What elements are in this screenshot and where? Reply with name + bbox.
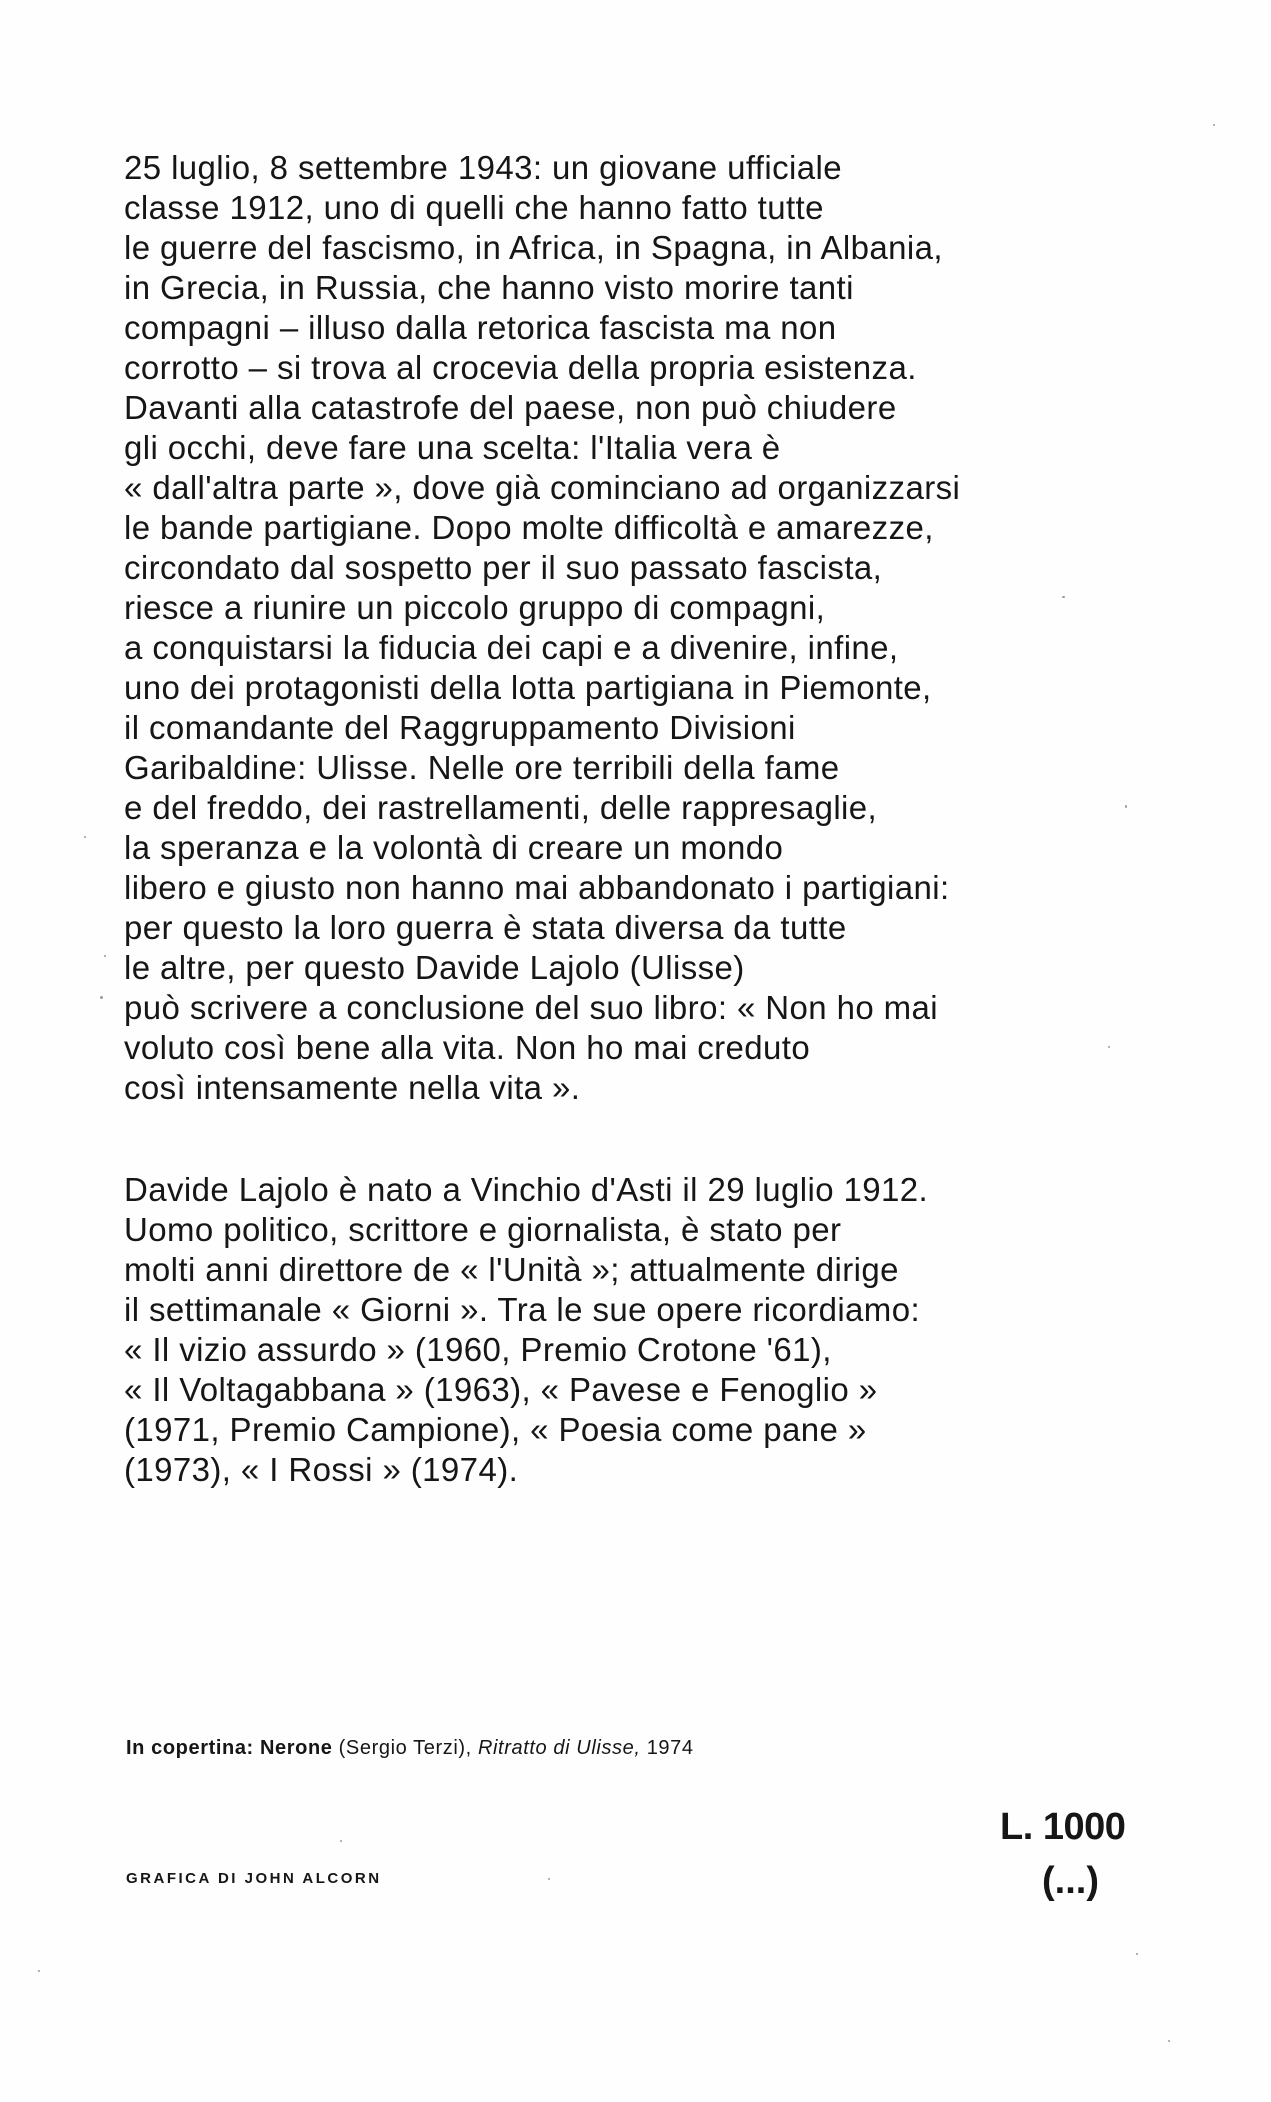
print-speck — [1108, 1046, 1110, 1048]
print-speck — [100, 996, 103, 999]
summary-line: il comandante del Raggruppamento Divisioni — [124, 709, 796, 746]
summary-line: compagni – illuso dalla retorica fascista ma non — [124, 309, 837, 346]
summary-line: libero e giusto non hanno mai abbandonato i partigiani: — [124, 869, 950, 906]
bio-line: « Il vizio assurdo » (1960, Premio Crotone '61), — [124, 1331, 832, 1368]
summary-line: corrotto – si trova al crocevia della propria esistenza. — [124, 349, 917, 386]
bio-line: Uomo politico, scrittore e giornalista, è stato per — [124, 1211, 842, 1248]
summary-paragraph — [124, 148, 1204, 1108]
print-speck — [1136, 1953, 1138, 1955]
author-bio-paragraph — [124, 1170, 1204, 1490]
summary-line: le guerre del fascismo, in Africa, in Spagna, in Albania, — [124, 229, 943, 266]
summary-line: in Grecia, in Russia, che hanno visto morire tanti — [124, 269, 854, 306]
summary-line: può scrivere a conclusione del suo libro: « Non ho mai — [124, 989, 939, 1026]
print-speck — [1213, 124, 1215, 126]
bio-line: (1971, Premio Campione), « Poesia come pane » — [124, 1411, 867, 1448]
summary-line: riesce a riunire un piccolo gruppo di compagni, — [124, 589, 826, 626]
summary-line: Garibaldine: Ulisse. Nelle ore terribili della fame — [124, 749, 840, 786]
summary-line: 25 luglio, 8 settembre 1943: un giovane ufficiale — [124, 149, 842, 186]
design-credit: GRAFICA DI JOHN ALCORN — [126, 1870, 382, 1887]
cover-artist-detail: (Sergio Terzi), — [338, 1737, 472, 1759]
summary-line: classe 1912, uno di quelli che hanno fatto tutte — [124, 189, 824, 226]
summary-line: le altre, per questo Davide Lajolo (Ulisse) — [124, 949, 745, 986]
cover-artist: Nerone — [259, 1737, 333, 1759]
summary-line: circondato dal sospetto per il suo passato fascista, — [124, 549, 883, 586]
print-speck — [1125, 805, 1127, 808]
summary-line: la speranza e la volontà di creare un mondo — [124, 829, 784, 866]
summary-line: voluto così bene alla vita. Non ho mai creduto — [124, 1029, 811, 1066]
price-extra: (...) — [1042, 1860, 1099, 1902]
cover-year: 1974 — [646, 1737, 694, 1759]
bio-line: il settimanale « Giorni ». Tra le sue opere ricordiamo: — [124, 1291, 921, 1328]
summary-line: « dall'altra parte », dove già cominciano ad organizzarsi — [124, 469, 961, 506]
cover-credit — [126, 1734, 694, 1762]
print-speck — [38, 1970, 40, 1972]
bio-line: Davide Lajolo è nato a Vinchio d'Asti il 29 luglio 1912. — [124, 1171, 929, 1208]
print-speck — [1062, 596, 1065, 598]
print-speck — [548, 1878, 550, 1880]
print-speck — [84, 836, 86, 838]
summary-line: le bande partigiane. Dopo molte difficoltà e amarezze, — [124, 509, 934, 546]
print-speck — [340, 1840, 342, 1842]
print-speck — [1168, 2040, 1170, 2042]
summary-line: a conquistarsi la fiducia dei capi e a divenire, infine, — [124, 629, 899, 666]
summary-line: così intensamente nella vita ». — [124, 1069, 581, 1106]
price: L. 1000 — [1000, 1806, 1126, 1848]
bio-line: (1973), « I Rossi » (1974). — [124, 1451, 519, 1488]
summary-line: e del freddo, dei rastrellamenti, delle rappresaglie, — [124, 789, 878, 826]
summary-line: Davanti alla catastrofe del paese, non può chiudere — [124, 389, 897, 426]
summary-line: gli occhi, deve fare una scelta: l'Italia vera è — [124, 429, 781, 466]
cover-work-title: Ritratto di Ulisse, — [477, 1737, 641, 1759]
summary-line: per questo la loro guerra è stata diversa da tutte — [124, 909, 847, 946]
cover-credit-label: In copertina: — [126, 1737, 254, 1759]
print-speck — [104, 955, 106, 957]
bio-line: molti anni direttore de « l'Unità »; attualmente dirige — [124, 1251, 899, 1288]
bio-line: « Il Voltagabbana » (1963), « Pavese e Fenoglio » — [124, 1371, 878, 1408]
summary-line: uno dei protagonisti della lotta partigiana in Piemonte, — [124, 669, 932, 706]
